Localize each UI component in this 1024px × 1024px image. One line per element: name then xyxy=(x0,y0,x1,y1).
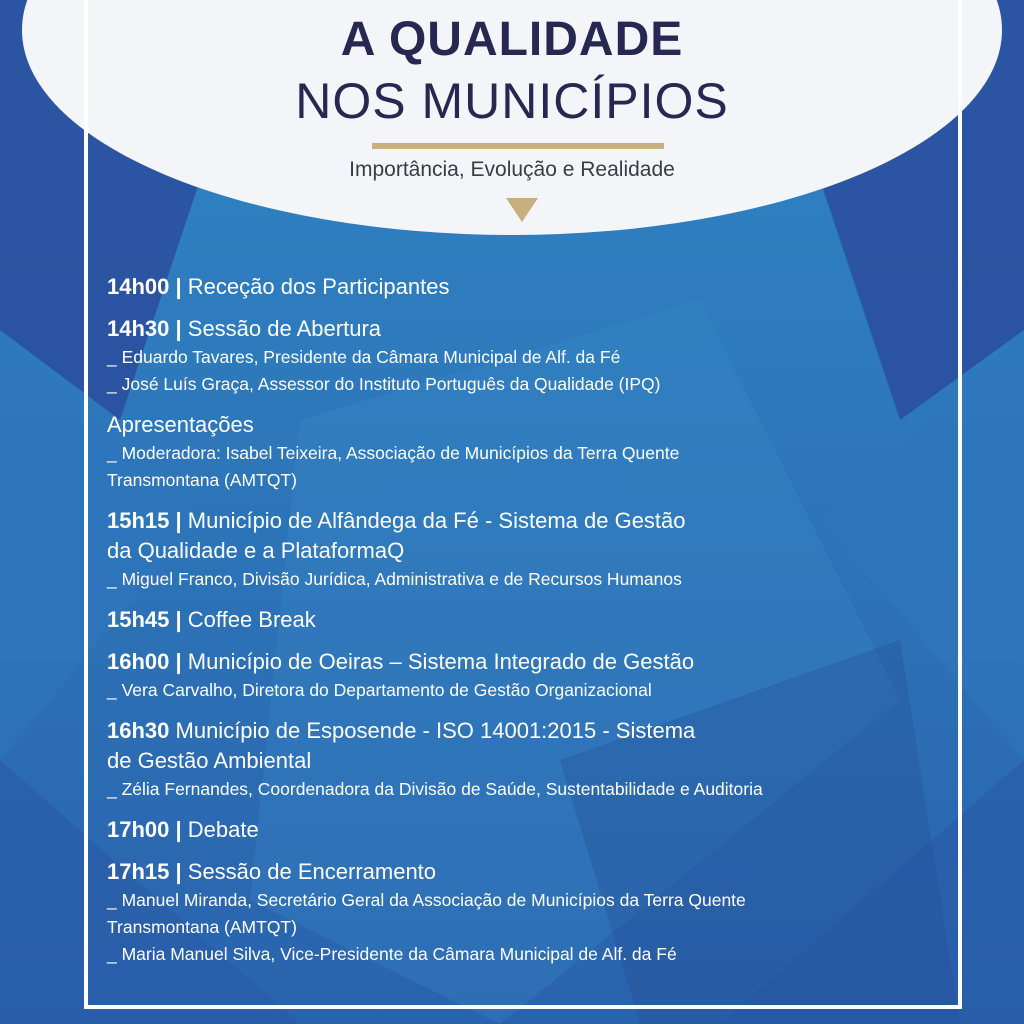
agenda xyxy=(107,272,947,980)
agenda-speaker: _ Maria Manuel Silva, Vice-Presidente da Câmara Municipal de Alf. da Fé xyxy=(107,944,677,964)
agenda-title: Apresentações xyxy=(107,412,254,437)
agenda-speaker: _ Miguel Franco, Divisão Jurídica, Administrativa e de Recursos Humanos xyxy=(107,569,682,589)
agenda-speaker: _ José Luís Graça, Assessor do Instituto Português da Qualidade (IPQ) xyxy=(107,374,661,394)
agenda-title-cont: de Gestão Ambiental xyxy=(107,748,312,773)
agenda-title-cont: da Qualidade e a PlataformaQ xyxy=(107,538,405,563)
agenda-title: Receção dos Participantes xyxy=(181,274,450,299)
agenda-speaker: _ Moderadora: Isabel Teixeira, Associação de Municípios da Terra Quente xyxy=(107,443,680,463)
agenda-title: Sessão de Encerramento xyxy=(181,859,437,884)
agenda-item xyxy=(107,410,947,494)
agenda-speaker: _ Vera Carvalho, Diretora do Departamento de Gestão Organizacional xyxy=(107,680,652,700)
agenda-item xyxy=(107,716,947,803)
agenda-item xyxy=(107,647,947,704)
agenda-speaker: _ Manuel Miranda, Secretário Geral da Associação de Municípios da Terra Quente xyxy=(107,890,746,910)
agenda-speaker: _ Eduardo Tavares, Presidente da Câmara Municipal de Alf. da Fé xyxy=(107,347,621,367)
agenda-time: 16h30 xyxy=(107,718,170,743)
agenda-time: 14h00 | xyxy=(107,274,182,299)
agenda-time: 17h00 | xyxy=(107,817,182,842)
agenda-title: Município de Esposende - ISO 14001:2015 - Sistema xyxy=(169,718,696,743)
agenda-time: 15h15 | xyxy=(107,508,182,533)
agenda-item xyxy=(107,857,947,968)
title-line-2: NOS MUNICÍPIOS xyxy=(295,73,729,129)
triangle-down-icon xyxy=(506,198,538,222)
agenda-title: Debate xyxy=(181,817,259,842)
agenda-title: Município de Alfândega da Fé - Sistema de Gestão xyxy=(181,508,686,533)
agenda-item xyxy=(107,314,947,398)
agenda-title: Sessão de Abertura xyxy=(181,316,382,341)
agenda-title: Município de Oeiras – Sistema Integrado de Gestão xyxy=(181,649,695,674)
agenda-speaker: _ Zélia Fernandes, Coordenadora da Divisão de Saúde, Sustentabilidade e Auditoria xyxy=(107,779,763,799)
agenda-item xyxy=(107,605,947,635)
agenda-item xyxy=(107,815,947,845)
agenda-speaker: Transmontana (AMTQT) xyxy=(107,470,297,490)
header xyxy=(0,0,1024,240)
agenda-title: Coffee Break xyxy=(181,607,316,632)
agenda-item xyxy=(107,506,947,593)
agenda-speaker: Transmontana (AMTQT) xyxy=(107,917,297,937)
title-line-1: A QUALIDADE xyxy=(340,13,684,66)
agenda-time: 16h00 | xyxy=(107,649,182,674)
agenda-time: 15h45 | xyxy=(107,607,182,632)
agenda-time: 14h30 | xyxy=(107,316,182,341)
subtitle: Importância, Evolução e Realidade xyxy=(349,158,675,181)
gold-divider xyxy=(372,143,664,149)
agenda-item xyxy=(107,272,947,302)
agenda-time: 17h15 | xyxy=(107,859,182,884)
